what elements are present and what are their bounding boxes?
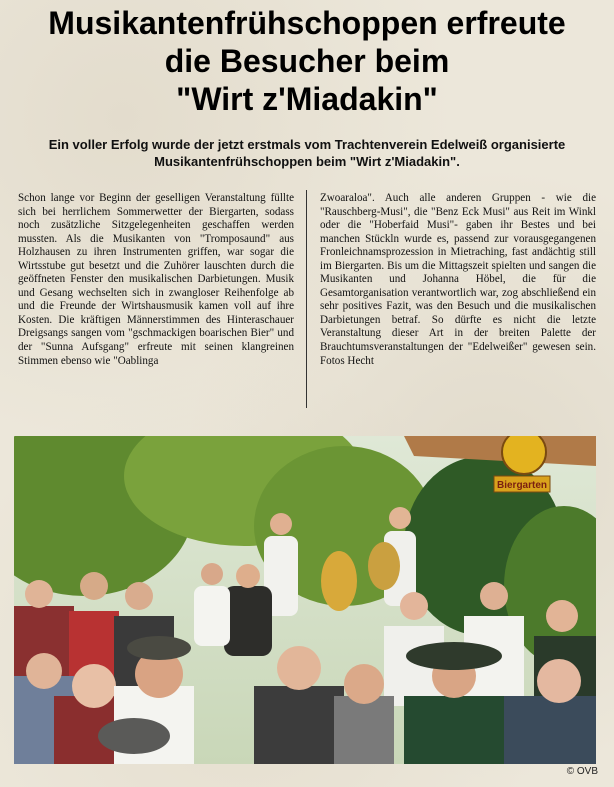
tuba: [321, 551, 357, 611]
beer-garden-photo: [14, 436, 596, 764]
headline-line-3: "Wirt z'Miadakin": [176, 81, 438, 117]
photo-illustration: [14, 436, 596, 764]
biergarten-sign-text: Biergarten: [496, 480, 548, 491]
headline-line-1: Musikantenfrühschoppen erfreute: [48, 5, 566, 41]
trachten-hat: [127, 636, 191, 660]
headline-line-2: die Besucher beim: [164, 43, 450, 79]
lead-line-1: Ein voller Erfolg wurde der jetzt erstmals vom Trachtenverein Edelweiß organisierte: [48, 137, 566, 152]
article-column-left: Schon lange vor Beginn der geselligen Veranstaltung füllte sich bei herrlichem Sommerwetter der Biergarten, sodass noch zusätzliche Sitzgelegenheiten geschaffen werden mussten. Als die Musikanten von "Tromposaund" aus Holzhausen zu ihren Instrumenten griffen, war sogar die Wirtsstube gut besetzt und die Zuhörer lauschten durch die geöffneten Fenster den musikalischen Darbietungen. Musik und Gesang wechselten sich in zwangloser Reihenfolge ab und die Freunde der Wirtshausmusik kamen voll auf ihre Kosten. Die kräftigen Männerstimmen des Hinteraschauer Dreigsangs sangen vom "gschmackigen boarischen Bier" und der "Sunna Aufsgang" erfreute mit seinen klangreinen Stimmen ebenso wie "Oablinga: [18, 192, 294, 367]
photo-credit: © OVB: [566, 766, 598, 777]
article-column-right: Zwoaraloa". Auch alle anderen Gruppen - wie die "Rauschberg-Musi", die "Benz Eck Musi" aus Reit im Winkl oder die "Hoberfaid Musi"- gaben ihr Bestes und bei manchen Stückln wurde es, passend zur vorausgegangenen Fronleichnamsprozession in Mietraching, fast andächtig still im Biergarten. Bis um die Mittagszeit spielten und sangen die Musikanten und Johanna Höbel, die für die Gesamtorganisation verantwortlich war, zog abschließend ein sehr positives Fazit, was den Besuch und die musikalischen Darbietungen betraf. So dürfte es nicht die letzte Veranstaltung dieser Art in der breiten Palette der Brauchtumsveranstaltungen der "Edelweißer" gewesen sein. Fotos Hecht: [320, 192, 596, 367]
lantern: [98, 718, 170, 754]
brewery-sign: [502, 436, 546, 474]
lead-line-2: Musikantenfrühschoppen beim "Wirt z'Miadakin".: [154, 154, 460, 169]
column-divider: [306, 190, 307, 408]
headline: [0, 4, 614, 118]
lead-paragraph: [20, 136, 594, 170]
